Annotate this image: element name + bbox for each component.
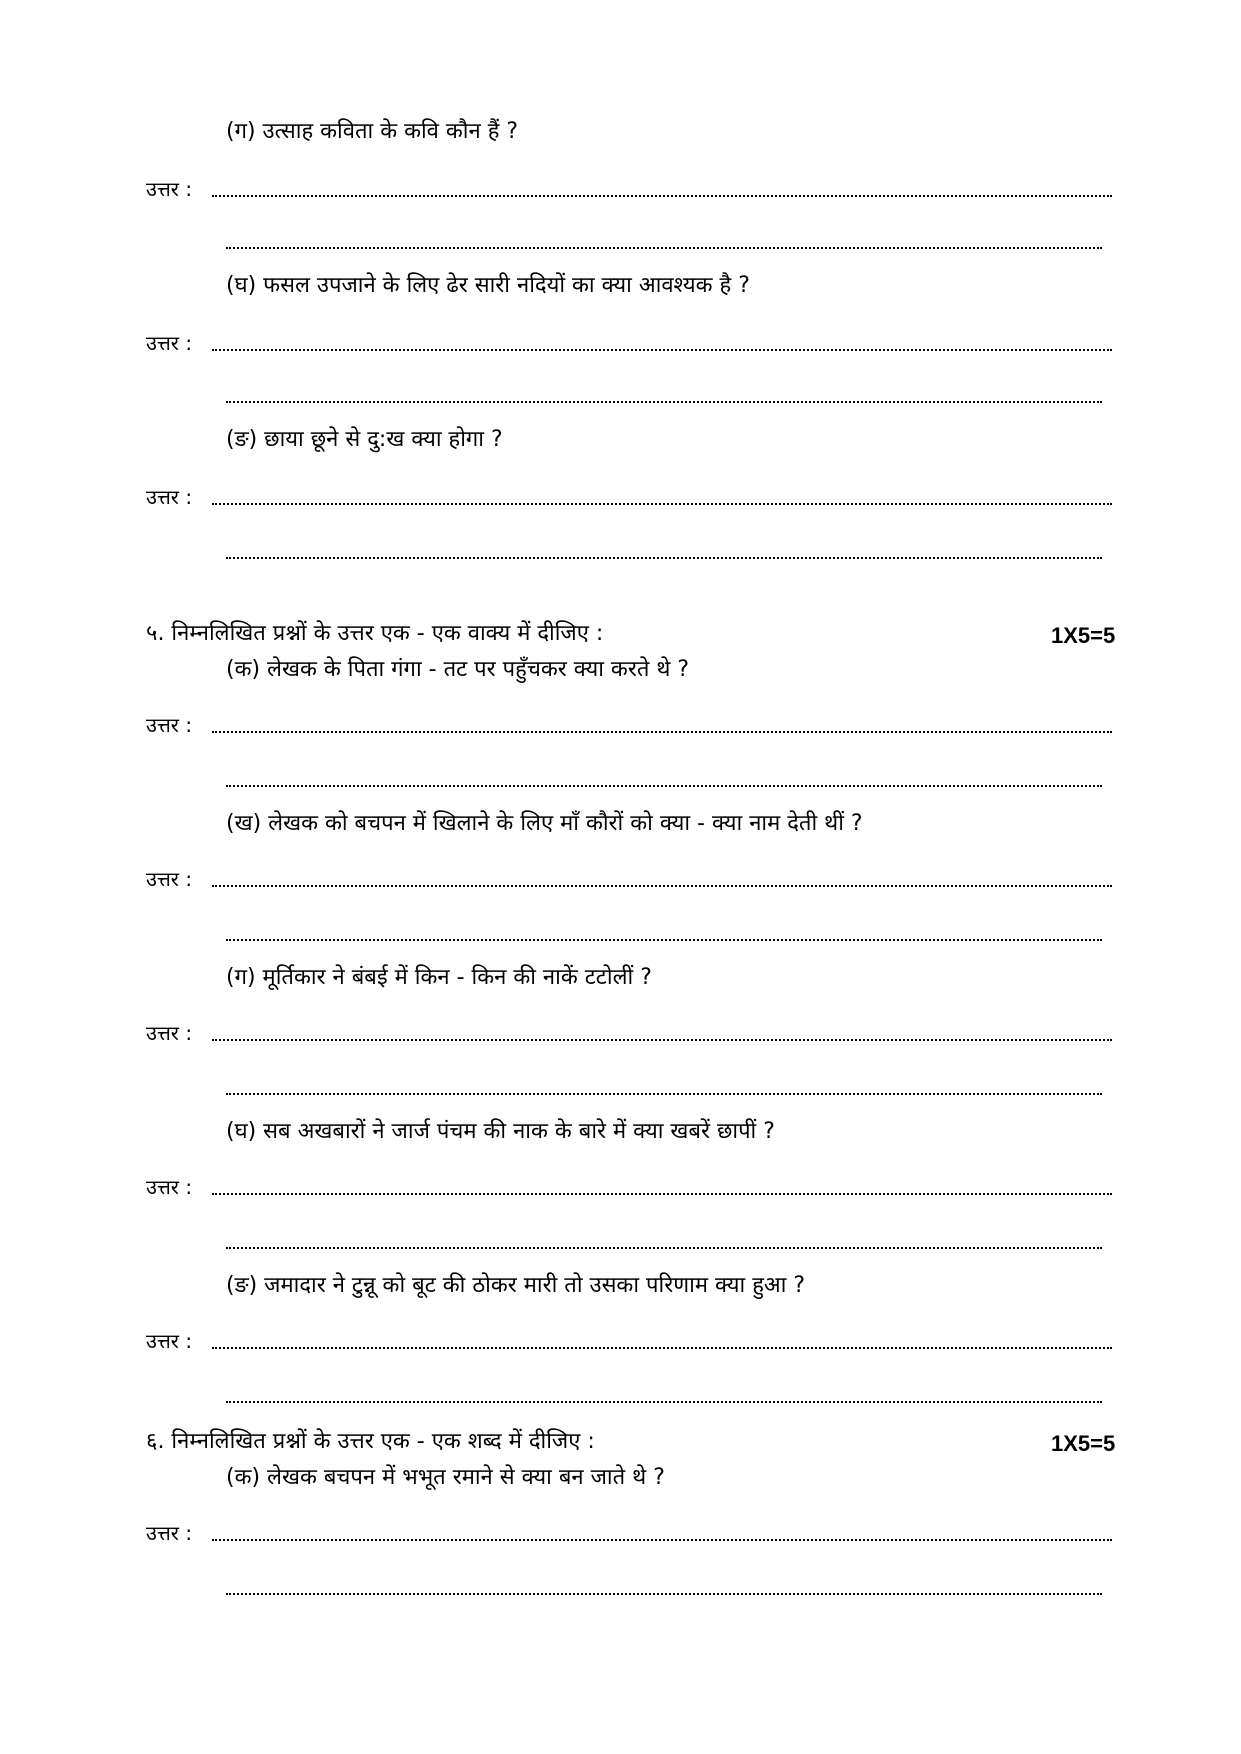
answer-label: उत्तर : — [146, 1521, 193, 1545]
answer-line[interactable] — [212, 1347, 1112, 1349]
answer-label: उत्तर : — [146, 713, 193, 737]
answer-line[interactable] — [212, 1039, 1112, 1041]
answer-line-continuation[interactable] — [226, 785, 1102, 787]
answer-line-continuation[interactable] — [226, 247, 1102, 249]
answer-line-continuation[interactable] — [226, 401, 1102, 403]
answer-line-continuation[interactable] — [226, 557, 1102, 559]
section-6-marks: 1X5=5 — [1051, 1431, 1116, 1456]
question-gha: (घ) फसल उपजाने के लिए ढेर सारी नदियों का क्या आवश्यक है ? — [226, 273, 750, 298]
question-5-gha: (घ) सब अखबारों ने जार्ज पंचम की नाक के बारे में क्या खबरें छापीं ? — [226, 1119, 775, 1144]
answer-label: उत्तर : — [146, 1329, 193, 1353]
question-5-ka: (क) लेखक के पिता गंगा - तट पर पहुँचकर क्या करते थे ? — [226, 657, 690, 682]
answer-label: उत्तर : — [146, 1021, 193, 1045]
answer-line-continuation[interactable] — [226, 1401, 1102, 1403]
question-6-ka: (क) लेखक बचपन में भभूत रमाने से क्या बन जाते थे ? — [226, 1465, 665, 1490]
question-ga: (ग) उत्साह कविता के कवि कौन हैं ? — [226, 119, 519, 144]
answer-line-continuation[interactable] — [226, 1093, 1102, 1095]
question-5-ga: (ग) मूर्तिकार ने बंबई में किन - किन की नाकें टटोलीं ? — [226, 965, 652, 990]
answer-label: उत्तर : — [146, 867, 193, 891]
answer-label: उत्तर : — [146, 1175, 193, 1199]
section-5-marks: 1X5=5 — [1051, 623, 1116, 648]
answer-line[interactable] — [212, 349, 1112, 351]
answer-label: उत्तर : — [146, 177, 193, 201]
answer-line[interactable] — [212, 195, 1112, 197]
answer-line-continuation[interactable] — [226, 939, 1102, 941]
answer-label: उत्तर : — [146, 331, 193, 355]
answer-line[interactable] — [212, 1193, 1112, 1195]
question-nga: (ङ) छाया छूने से दु:ख क्या होगा ? — [226, 427, 503, 452]
section-5-title: ५. निम्नलिखित प्रश्नों के उत्तर एक - एक वाक्य में दीजिए : — [146, 621, 604, 646]
question-5-nga: (ङ) जमादार ने टुन्नू को बूट की ठोकर मारी तो उसका परिणाम क्या हुआ ? — [226, 1273, 806, 1298]
section-6-title: ६. निम्नलिखित प्रश्नों के उत्तर एक - एक शब्द में दीजिए : — [146, 1429, 595, 1454]
answer-label: उत्तर : — [146, 485, 193, 509]
answer-line[interactable] — [212, 731, 1112, 733]
answer-line[interactable] — [212, 885, 1112, 887]
answer-line-continuation[interactable] — [226, 1593, 1102, 1595]
answer-line[interactable] — [212, 503, 1112, 505]
answer-line[interactable] — [212, 1539, 1112, 1541]
answer-line-continuation[interactable] — [226, 1247, 1102, 1249]
question-5-kha: (ख) लेखक को बचपन में खिलाने के लिए माँ कौरों को क्या - क्या नाम देती थीं ? — [226, 811, 863, 836]
